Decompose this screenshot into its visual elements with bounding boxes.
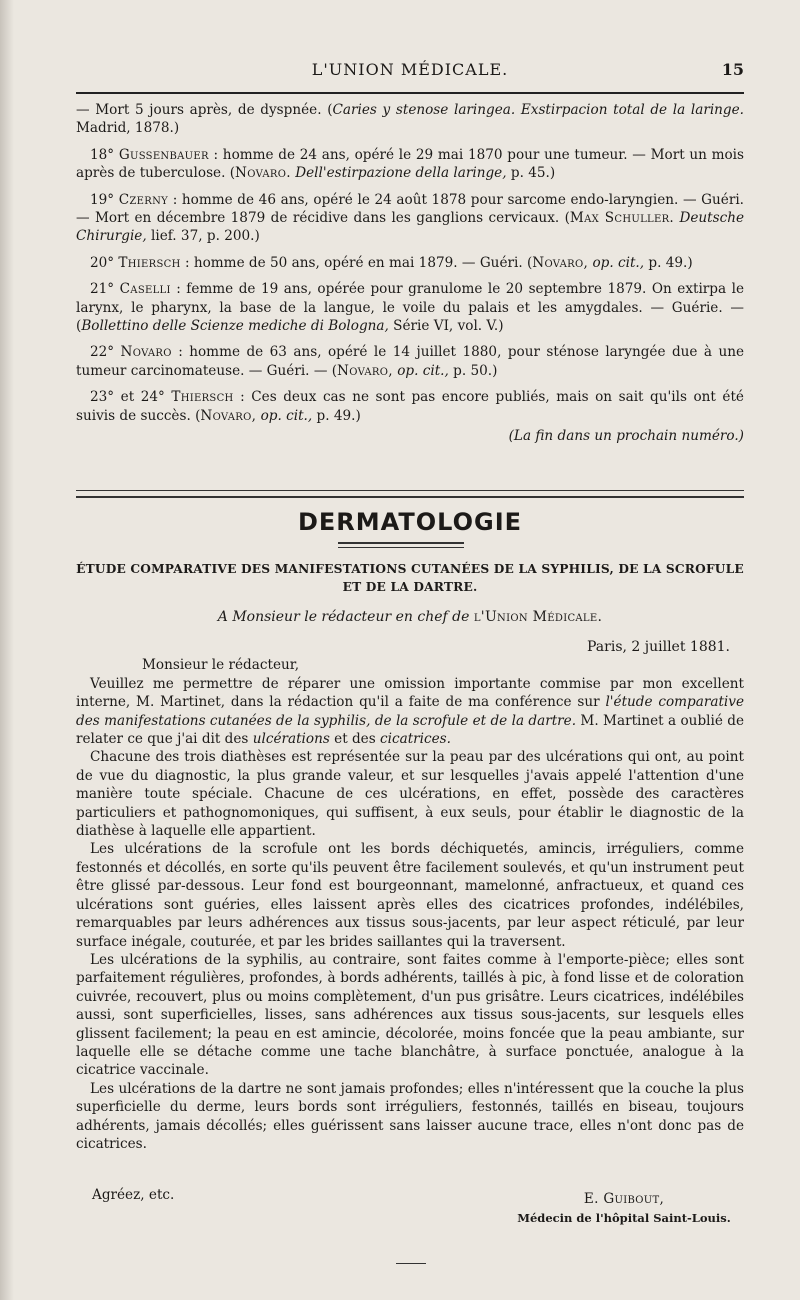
paragraph-4: Les ulcérations de la syphilis, au contraire, sont faites comme à l'emporte-pièce; elles sont parfaitement régulières, profondes, à bords adhérents, taillés à pic, à fond lisse et de coloration cuivrée, recouvert, plus ou moins complètement, d'un pus grisâtre. Leurs cicatrices, indélébiles aussi, sont superficielles, lisses, sans adhérences aux tissus sous-jacents, sur lesquels elles glissent facilement; la peau en est amincie, décolorée, moins foncée que la peau ambiante, sur laquelle elle se détache comme une tache blanchâtre, à surface ponctuée, analogue à la cicatrice vaccinale. — [76, 951, 744, 1079]
page-header — [76, 60, 744, 84]
paragraph-2: Chacune des trois diathèses est représentée sur la peau par des ulcérations qui ont, au point de vue du diagnostic, la plus grande valeur, et sur lesquelles j'avais appelé l'attention d'une manière toute spéciale. Chacune de ces ulcérations, en effet, possède des caractères particuliers et pathognomoniques, qui suffisent, à eux seuls, pour établir le diagnostic de la diathèse à laquelle elle appartient. — [76, 749, 744, 840]
case-list — [76, 101, 744, 446]
case-21: 21° Caselli : femme de 19 ans, opérée pour granulome le 20 septembre 1879. On extirpa le larynx, le pharynx, la base de la langue, le voile du palais et les amygdales. — Guérie. — (Bollettino delle Scienze mediche di Bologna, Série VI, vol. V.) — [76, 281, 744, 335]
case-23-24: 23° et 24° Thiersch : Ces deux cas ne sont pas encore publiés, mais on sait qu'ils ont été suivis de succès. (Novaro, op. cit., p. 49.) — [76, 389, 744, 424]
letter-address: A Monsieur le rédacteur en chef de l'Union Médicale. — [217, 609, 603, 625]
paragraph-1: Veuillez me permettre de réparer une omission importante commise par mon excellent interne, M. Martinet, dans la rédaction qu'il a faite de ma conférence sur l'étude comparative des manifestations cutanées de la syphilis, de la scrofule et de la dartre. M. Martinet a oublié de relater ce que j'ai dit des ulcérations et des cicatrices. — [76, 675, 745, 748]
section-separator — [76, 490, 744, 498]
salutation: Monsieur le rédacteur, — [142, 657, 300, 674]
case-17: — Mort 5 jours après, de dyspnée. (Caries y stenose laringea. Exstirpacion total de la laringe. Madrid, 1878.) — [76, 102, 744, 137]
case-18: 18° Gussenbauer : homme de 24 ans, opéré le 29 mai 1870 pour une tumeur. — Mort un mois après de tuberculose. (Novaro. Dell'estirpazione della laringe, p. 45.) — [76, 146, 744, 182]
end-rule — [396, 1263, 426, 1264]
closing-formula: Agréez, etc. — [92, 1187, 175, 1203]
article-title-line-1: ÉTUDE COMPARATIVE DES MANIFESTATIONS CUTANÉES DE LA SYPHILIS, DE LA SCROFULE — [76, 562, 744, 576]
letter-body — [76, 638, 744, 1153]
case-20: 20° Thiersch : homme de 50 ans, opéré en mai 1879. — Guéri. (Novaro, op. cit., p. 49.) — [90, 254, 693, 271]
dateline: Paris, 2 juillet 1881. — [587, 639, 730, 655]
to-be-continued: (La fin dans un prochain numéro.) — [508, 428, 744, 445]
case-22: 22° Novaro : homme de 63 ans, opéré le 14 juillet 1880, pour sténose laryngée due à une tumeur carcinomateuse. — Guéri. — (Novaro, op. cit., p. 50.) — [76, 344, 744, 379]
title-rule — [338, 542, 464, 548]
section-title: DERMATOLOGIE — [297, 508, 523, 536]
paragraph-3: Les ulcérations de la scrofule ont les bords déchiquetés, amincis, irréguliers, comme festonnés et décollés, en sorte qu'ils peuvent être facilement soulevés, et qu'un instrument peut être glissé par-dessous. Leur fond est bourgeonnant, mamelonné, anfractueux, et quand ces ulcérations sont guéries, elles laissent après elles des cicatrices profondes, indélébiles, remarquables par leurs adhérences aux tissus sous-jacents, par leur aspect réticulé, par leur surface inégale, couturée, et par les brides saillantes qui la traversent. — [76, 841, 744, 950]
running-title: L'UNION MÉDICALE. — [311, 60, 509, 79]
signature — [504, 1191, 744, 1225]
article-title — [76, 560, 744, 596]
article-title-line-2: ET DE LA DARTRE. — [342, 580, 478, 594]
paragraph-5: Les ulcérations de la dartre ne sont jamais profondes; elles n'intéressent que la couche la plus superficielle du derme, leurs bords sont irréguliers, festonnés, taillés en biseau, toujours adhérents, jamais décollés; elles guérissent sans laisser aucune trace, elles n'ont donc pas de cicatrices. — [76, 1080, 744, 1152]
case-19: 19° Czerny : homme de 46 ans, opéré le 24 août 1878 pour sarcome endo-laryngien. — Guéri. — Mort en décembre 1879 de récidive dans les ganglions cervicaux. (Max Schuller. Deutsche Chirurgie, lief. 37, p. 200.) — [76, 191, 745, 245]
page-number: 15 — [721, 60, 744, 79]
signature-name: E. Guibout, — [583, 1191, 665, 1207]
header-rule — [76, 92, 744, 94]
signature-role: Médecin de l'hôpital Saint-Louis. — [517, 1211, 731, 1225]
